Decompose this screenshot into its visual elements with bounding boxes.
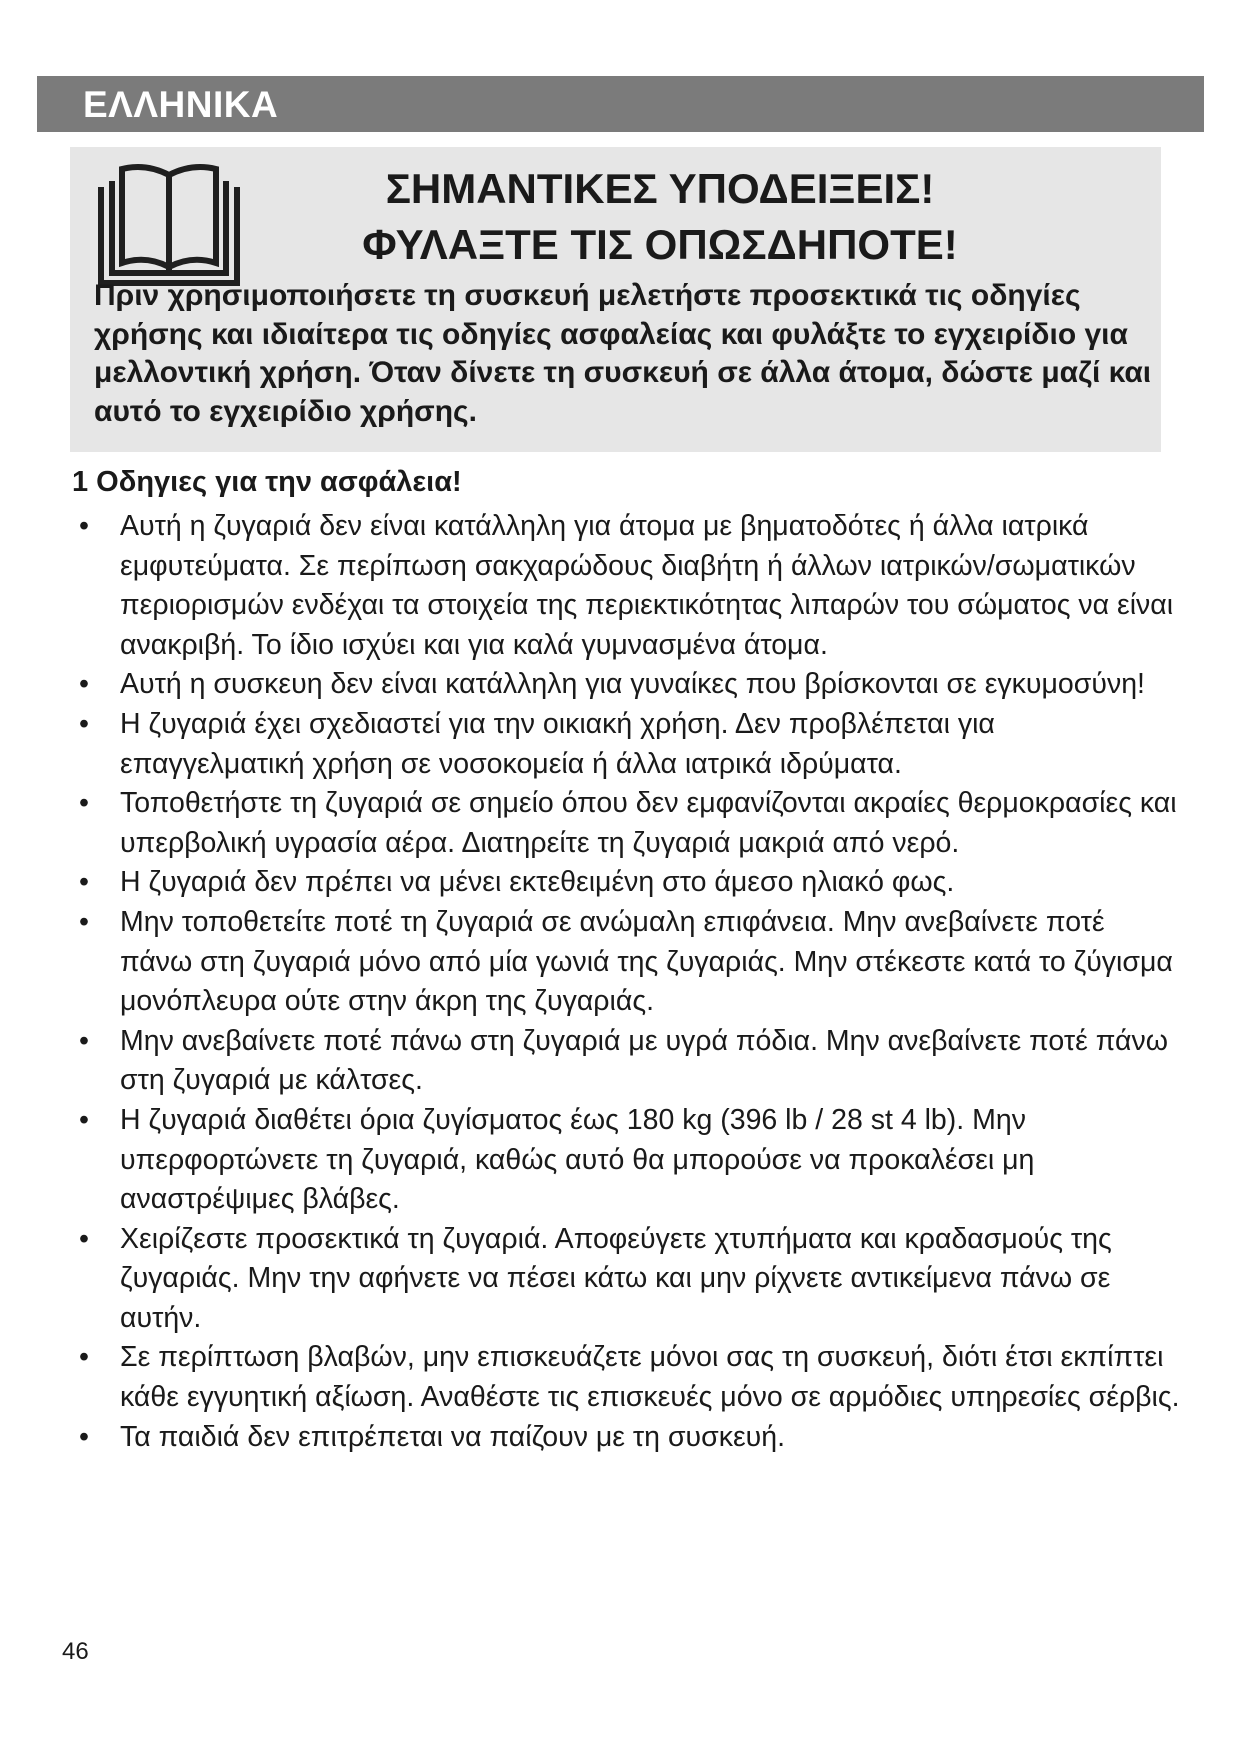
list-item-text: Η ζυγαριά διαθέτει όρια ζυγίσματος έως 180 kg (396 lb / 28 st 4 lb). Μην υπερφορτώνετε τη ζυγαριά, καθώς αυτό θα μπορούσε να προκαλέσει μη αναστρέψιμες βλάβες. bbox=[120, 1103, 1035, 1216]
list-item-text: Μην τοποθετείτε ποτέ τη ζυγαριά σε ανώμαλη επιφάνεια. Μην ανεβαίνετε ποτέ πάνω στη ζυγαριά μόνο από μία γωνιά της ζυγαριάς. Μην στέκεστε κατά το ζύγισμα μονόπλευρα ούτε στην άκρη της ζυγαριάς. bbox=[120, 905, 1173, 1018]
list-item bbox=[72, 1338, 1182, 1417]
notice-title-line-1: ΣΗΜΑΝΤΙΚΕΣ ΥΠΟΔΕΙΞΕΙΣ! bbox=[385, 165, 935, 212]
list-item-text: Η ζυγαριά έχει σχεδιαστεί για την οικιακή χρήση. Δεν προβλέπεται για επαγγελματική χρήση σε νοσοκομεία ή άλλα ιατρικά ιδρύματα. bbox=[120, 707, 995, 780]
list-item bbox=[72, 1022, 1182, 1101]
list-item bbox=[72, 665, 1182, 705]
list-item-text: Αυτή η ζυγαριά δεν είναι κατάλληλη για άτομα με βηματοδότες ή άλλα ιατρικά εμφυτεύματα. Σε περίπωση σακχαρώδους διαβήτη ή άλλων ιατρικών/σωματικών περιορισμών ενδέχαι τα στοιχεία της περιεκτικότητας λιπαρών του σώματος να είναι ανακριβή. Το ίδιο ισχύει και για καλά γυμνασμένα άτομα. bbox=[120, 510, 1174, 661]
list-item-text: Σε περίπτωση βλαβών, μην επισκευάζετε μόνοι σας τη συσκευή, διότι έτσι εκπίπτει κάθε εγγυητική αξίωση. Αναθέστε τις επισκευές μόνο σε αρμόδιες υπηρεσίες σέρβις. bbox=[120, 1341, 1180, 1414]
notice-title bbox=[270, 161, 1050, 273]
list-item-text: Η ζυγαριά δεν πρέπει να μένει εκτεθειμένη στο άμεσο ηλιακό φως. bbox=[120, 866, 955, 899]
bullet-icon: • bbox=[79, 707, 89, 740]
list-item-text: Τα παιδιά δεν επιτρέπεται να παίζουν με τη συσκευή. bbox=[120, 1420, 786, 1453]
section-heading: 1 Οδηγιες για την ασφάλεια! bbox=[72, 466, 462, 498]
list-item bbox=[72, 784, 1182, 863]
list-item-text: Αυτή η συσκευη δεν είναι κατάλληλη για γυναίκες που βρίσκονται σε εγκυμοσύνη! bbox=[120, 668, 1145, 701]
list-item bbox=[72, 863, 1182, 903]
bullet-icon: • bbox=[79, 1103, 89, 1136]
bullet-icon: • bbox=[79, 1341, 89, 1374]
book-icon bbox=[98, 159, 240, 287]
language-header-bar bbox=[37, 76, 1204, 132]
list-item bbox=[72, 705, 1182, 784]
bullet-icon: • bbox=[79, 1222, 89, 1255]
list-item-text: Χειρίζεστε προσεκτικά τη ζυγαριά. Αποφεύγετε χτυπήματα και κραδασμούς της ζυγαριάς. Μην την αφήνετε να πέσει κάτω και μην ρίχνετε αντικείμενα πάνω σε αυτήν. bbox=[120, 1222, 1112, 1334]
bullet-icon: • bbox=[79, 1024, 89, 1057]
list-item-text: Τοποθετήστε τη ζυγαριά σε σημείο όπου δεν εμφανίζονται ακραίες θερμοκρασίες και υπερβολική υγρασία αέρα. Διατηρείτε τη ζυγαριά μακριά από νερό. bbox=[120, 787, 1177, 859]
notice-title-line-2: ΦΥΛΑΞΤΕ ΤΙΣ ΟΠΩΣΔΗΠΟΤΕ! bbox=[362, 221, 958, 268]
bullet-icon: • bbox=[79, 510, 89, 542]
list-item bbox=[72, 1101, 1182, 1220]
language-label: ΕΛΛΗΝΙΚΑ bbox=[83, 84, 279, 125]
notice-text: Πριν χρησιμοποιήσετε τη συσκευή μελετήστε προσεκτικά τις οδηγίες χρήσης και ιδιαίτερα τις οδηγίες ασφαλείας και φυλάξτε το εγχειρίδιο για μελλοντική χρήση. Όταν δίνετε τη συσκευή σε άλλα άτομα, δώστε μαζί και αυτό το εγχειρίδιο χρήσης. bbox=[94, 279, 1152, 428]
list-item bbox=[72, 903, 1182, 1022]
bullet-icon: • bbox=[79, 905, 89, 938]
list-item bbox=[72, 1418, 1182, 1458]
page-number: 46 bbox=[62, 1638, 89, 1665]
list-item bbox=[72, 507, 1182, 665]
important-notice-box bbox=[70, 147, 1161, 452]
bullet-icon: • bbox=[79, 866, 89, 899]
list-item bbox=[72, 1220, 1182, 1339]
bullet-icon: • bbox=[79, 787, 89, 820]
bullet-icon: • bbox=[79, 668, 89, 701]
bullet-icon: • bbox=[79, 1420, 89, 1453]
safety-instructions-list bbox=[72, 507, 1182, 1457]
list-item-text: Μην ανεβαίνετε ποτέ πάνω στη ζυγαριά με υγρά πόδια. Μην ανεβαίνετε ποτέ πάνω στη ζυγαριά με κάλτσες. bbox=[120, 1024, 1168, 1097]
